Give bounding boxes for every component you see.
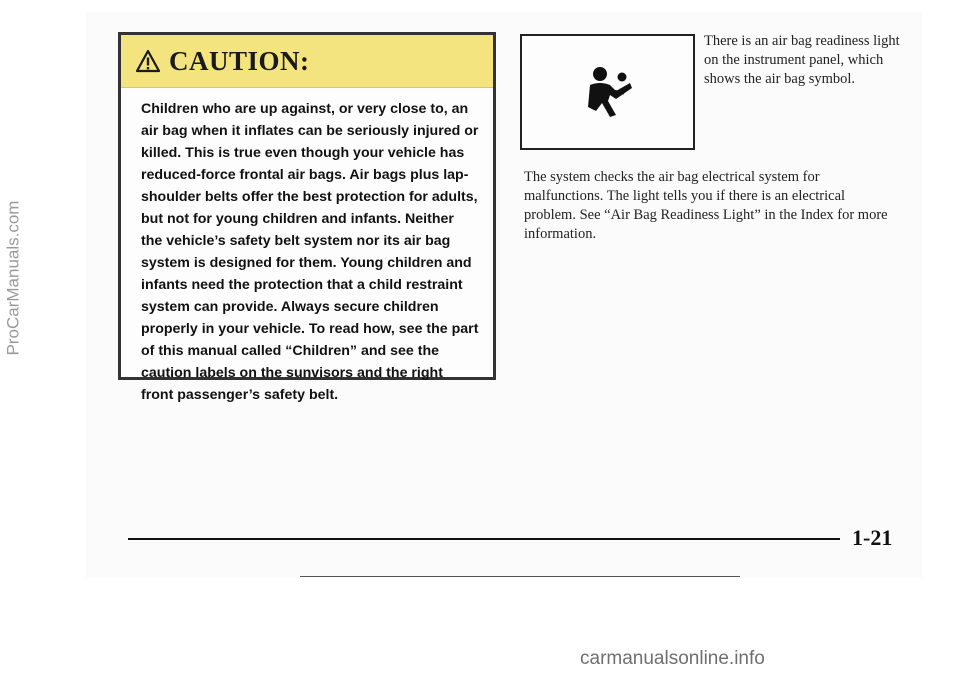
warning-triangle-icon: [135, 49, 161, 73]
air-bag-symbol-box: [520, 34, 695, 150]
footer-rule: [128, 538, 840, 540]
page-number: 1-21: [852, 525, 893, 550]
readiness-paragraph: There is an air bag readiness light on the instrument panel, which shows the air bag symbol.: [704, 33, 900, 87]
bottom-rule: [300, 576, 740, 577]
system-paragraph: The system checks the air bag electrical system for malfunctions. The light tells you if there is an electrical problem. See “Air Bag Readiness Light” in the Index for more information.: [524, 169, 888, 242]
caution-header: [121, 35, 493, 88]
bottom-watermark: carmanualsonline.info: [580, 648, 765, 669]
air-bag-symbol-icon: [582, 61, 638, 125]
caution-text: Children who are up against, or very close to, an air bag when it inflates can be seriously injured or killed. This is true even though your vehicle has reduced-force frontal air bags. Air bags plus lap-shoulder belts offer the best protection for adults, but not for young children and infants. Neither the vehicle’s safety belt system nor its air bag system is designed for them. Young children and infants need the protection that a child restraint system can provide. Always secure children properly in your vehicle. To read how, see the part of this manual called “Children” and see the caution labels on the sunvisors and the right front passenger’s safety belt.: [141, 101, 479, 403]
caution-title: CAUTION:: [169, 45, 310, 76]
side-watermark: [0, 128, 26, 428]
caution-box: [118, 32, 496, 403]
side-watermark-text: ProCarManuals.com: [3, 200, 23, 356]
